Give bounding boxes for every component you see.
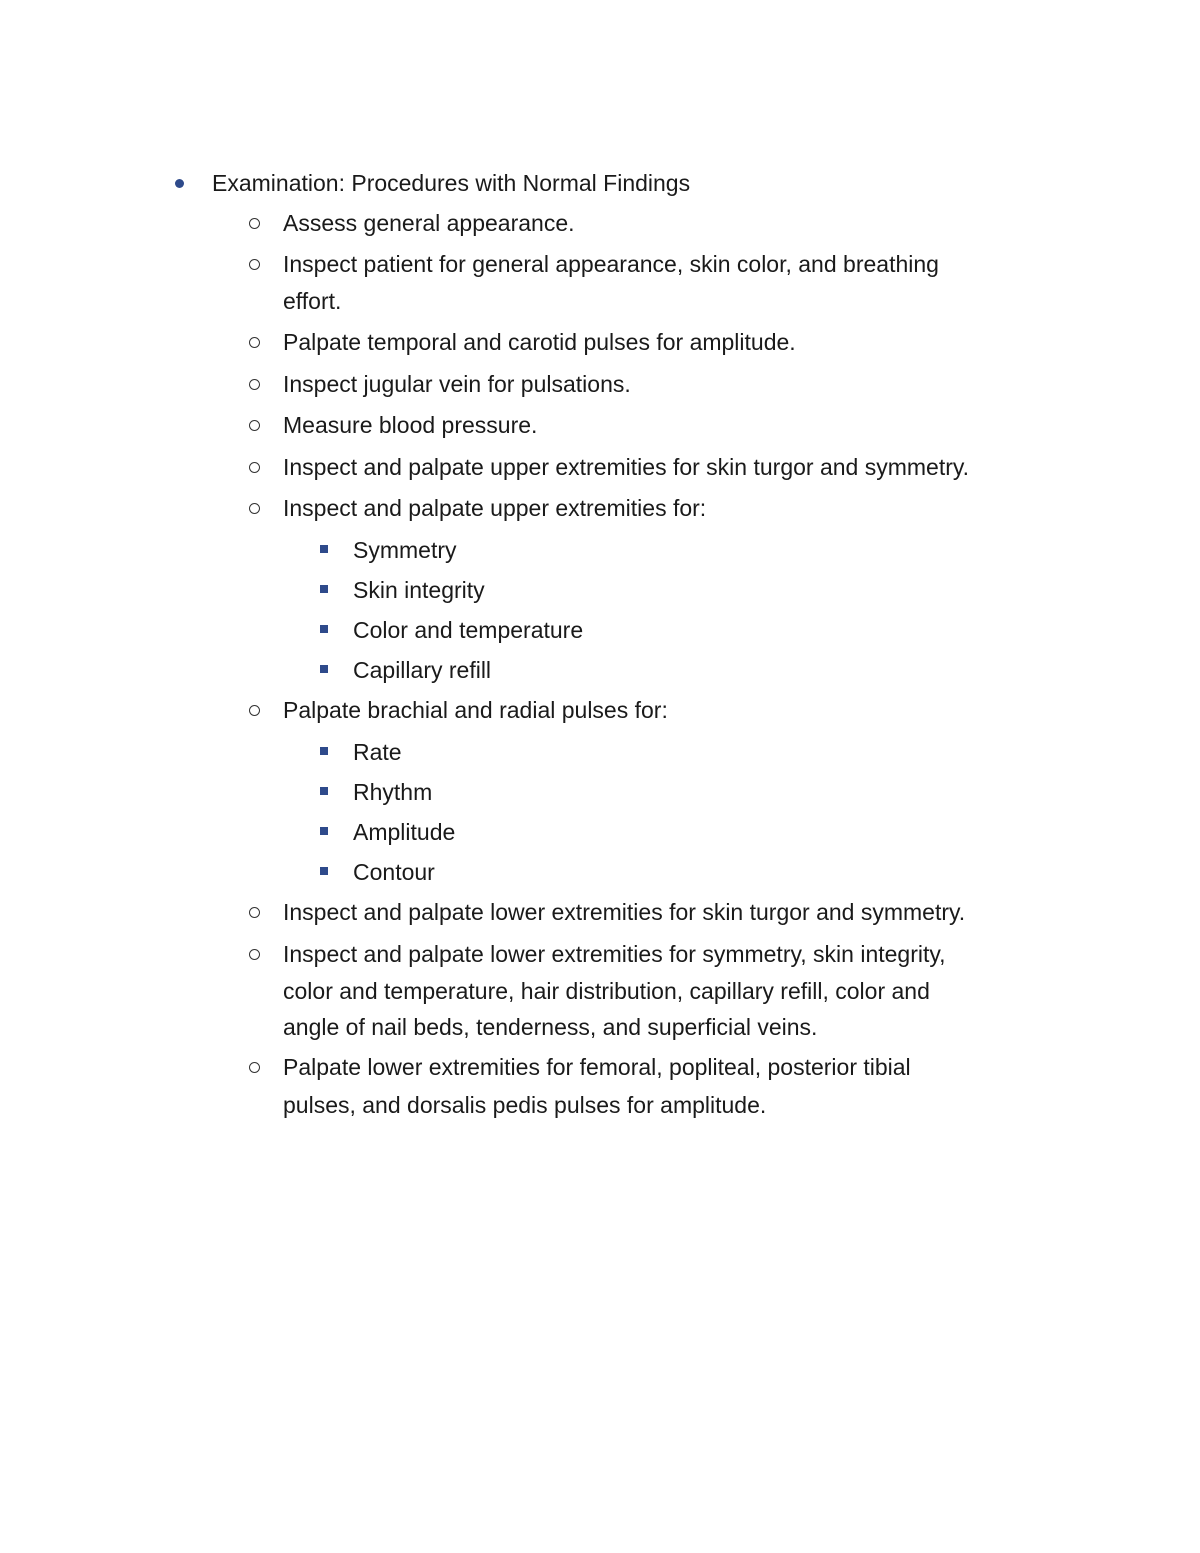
- square-bullet-icon: [320, 787, 328, 795]
- hollow-circle-bullet-icon: [249, 462, 260, 473]
- list-item-text: Inspect and palpate lower extremities for skin turgor and symmetry.: [283, 899, 966, 925]
- sub-list-item-text: Skin integrity: [353, 577, 485, 603]
- list-item-text: Inspect jugular vein for pulsations.: [283, 371, 631, 397]
- sub-list-item-text: Symmetry: [353, 537, 457, 563]
- hollow-circle-bullet-icon: [249, 259, 260, 270]
- list-item-text: Palpate lower extremities for femoral, popliteal, posterior tibial: [283, 1054, 911, 1080]
- square-bullet-icon: [320, 827, 328, 835]
- square-bullet-icon: [320, 747, 328, 755]
- hollow-circle-bullet-icon: [249, 218, 260, 229]
- list-item-text: Inspect and palpate upper extremities for skin turgor and symmetry.: [283, 454, 970, 480]
- hollow-circle-bullet-icon: [249, 1062, 260, 1073]
- list-item-text: angle of nail beds, tenderness, and superficial veins.: [283, 1014, 818, 1040]
- hollow-circle-bullet-icon: [249, 705, 260, 716]
- list-item-text: Assess general appearance.: [283, 210, 575, 236]
- sub-list-item-text: Contour: [353, 859, 435, 885]
- hollow-circle-bullet-icon: [249, 420, 260, 431]
- square-bullet-icon: [320, 665, 328, 673]
- sub-list-item-text: Amplitude: [353, 819, 456, 845]
- hollow-circle-bullet-icon: [249, 379, 260, 390]
- hollow-circle-bullet-icon: [249, 907, 260, 918]
- sub-list-item-text: Capillary refill: [353, 657, 492, 683]
- filled-bullet-icon: [175, 179, 184, 188]
- hollow-circle-bullet-icon: [249, 337, 260, 348]
- heading-text: Examination: Procedures with Normal Findings: [212, 170, 691, 196]
- list-item-text: Palpate temporal and carotid pulses for amplitude.: [283, 329, 796, 355]
- list-item-text: Inspect and palpate lower extremities for symmetry, skin integrity,: [283, 941, 946, 967]
- list-item-text: Palpate brachial and radial pulses for:: [283, 697, 668, 723]
- list-item-text: Inspect patient for general appearance, skin color, and breathing: [283, 251, 939, 277]
- list-item-text: Inspect and palpate upper extremities for:: [283, 495, 707, 521]
- list-item-text: color and temperature, hair distribution, capillary refill, color and: [283, 978, 930, 1004]
- hollow-circle-bullet-icon: [249, 503, 260, 514]
- square-bullet-icon: [320, 545, 328, 553]
- square-bullet-icon: [320, 867, 328, 875]
- sub-list-item-text: Rate: [353, 739, 402, 765]
- square-bullet-icon: [320, 625, 328, 633]
- hollow-circle-bullet-icon: [249, 949, 260, 960]
- list-item-text: pulses, and dorsalis pedis pulses for amplitude.: [283, 1092, 767, 1118]
- sub-list-item-text: Rhythm: [353, 779, 433, 805]
- list-item-text: Measure blood pressure.: [283, 412, 538, 438]
- sub-list-item-text: Color and temperature: [353, 617, 584, 643]
- list-item-text: effort.: [283, 288, 342, 314]
- square-bullet-icon: [320, 585, 328, 593]
